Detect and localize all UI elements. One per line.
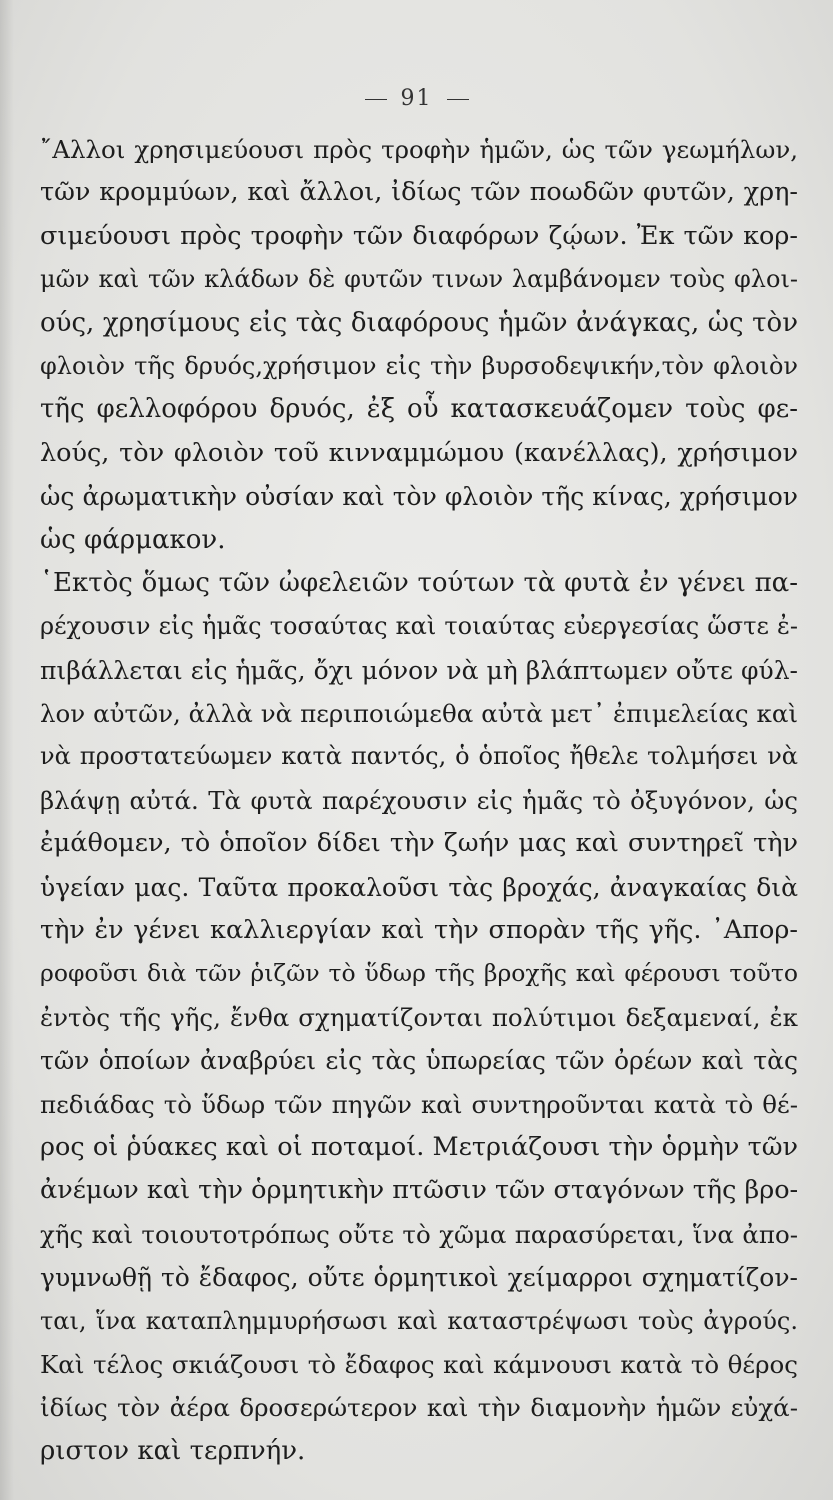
page-edge-shadow — [0, 0, 14, 1500]
text-line: νὰ προστατεύωμεν κατὰ παντός, ὁ ὁποῖος ἤθελε τολμήσει νὰ — [40, 742, 798, 771]
text-line: ἐμάθομεν, τὸ ὁποῖον δίδει τὴν ζωήν μας καὶ συντηρεῖ τὴν — [40, 828, 798, 859]
text-line: ῎Αλλοι χρησιμεύουσι πρὸς τροφὴν ἡμῶν, ὡς τῶν γεωμήλων, — [40, 135, 798, 164]
text-line: τῆς φελλοφόρου δρυός, ἐξ οὗ κατασκευάζομεν τοὺς φε- — [40, 394, 798, 425]
paragraph-end-line: ὡς φάρμακον. — [40, 524, 226, 555]
text-line: βλάψῃ αὐτά. Τὰ φυτὰ παρέχουσιν εἰς ἡμᾶς τὸ ὀξυγόνον, ὡς — [40, 785, 798, 815]
text-line: τὴν ἐν γένει καλλιεργίαν καὶ τὴν σπορὰν τῆς γῆς. ᾿Απορ- — [40, 915, 798, 946]
body-text — [40, 128, 798, 1473]
page-number — [0, 86, 833, 111]
text-line: λον αὐτῶν, ἀλλὰ νὰ περιποιώμεθα αὐτὰ μετ᾿ ἐπιμελείας καὶ — [40, 699, 798, 729]
text-line: πεδιάδας τὸ ὕδωρ τῶν πηγῶν καὶ συντηροῦνται κατὰ τὸ θέ- — [40, 1089, 798, 1119]
text-line: ροφοῦσι διὰ τῶν ῥιζῶν τὸ ὕδωρ τῆς βροχῆς καὶ φέρουσι τοῦτο — [40, 959, 798, 988]
text-line: πιβάλλεται εἰς ἡμᾶς, ὄχι μόνον νὰ μὴ βλάπτωμεν οὔτε φύλ- — [40, 655, 798, 685]
text-line: φλοιὸν τῆς δρυός,χρήσιμον εἰς τὴν βυρσοδεψικήν,τὸν φλοιὸν — [40, 351, 798, 380]
text-line: ρέχουσιν εἰς ἡμᾶς τοσαύτας καὶ τοιαύτας εὐεργεσίας ὥστε ἐ- — [40, 612, 798, 641]
page-number-value: 91 — [400, 86, 433, 111]
text-line: Καὶ τέλος σκιάζουσι τὸ ἔδαφος καὶ κάμνουσι κατὰ τὸ θέρος — [40, 1349, 798, 1379]
page-number-right-dash — [447, 99, 469, 100]
text-line: ὡς ἀρωματικὴν οὐσίαν καὶ τὸν φλοιὸν τῆς κίνας, χρήσιμον — [40, 482, 798, 512]
text-line: τῶν ὁποίων ἀναβρύει εἰς τὰς ὑπωρείας τῶν ὀρέων καὶ τὰς — [40, 1046, 798, 1076]
text-line: ῾Εκτὸς ὅμως τῶν ὠφελειῶν τούτων τὰ φυτὰ ἐν γένει πα- — [40, 567, 798, 598]
text-line: γυμνωθῇ τὸ ἔδαφος, οὔτε ὁρμητικοὶ χείμαρροι σχηματίζον- — [40, 1263, 798, 1293]
text-line: ται, ἵνα καταπλημμυρήσωσι καὶ καταστρέψωσι τοὺς ἀγρούς. — [40, 1306, 798, 1335]
text-line: ἰδίως τὸν ἀέρα δροσερώτερον καὶ τὴν διαμονὴν ἡμῶν εὐχά- — [40, 1393, 798, 1423]
text-line: λούς, τὸν φλοιὸν τοῦ κινναμμώμου (κανέλλας), χρήσιμον — [40, 437, 798, 468]
text-line: χῆς καὶ τοιουτοτρόπως οὔτε τὸ χῶμα παρασύρεται, ἵνα ἀπο- — [40, 1219, 798, 1249]
text-line: σιμεύουσι πρὸς τροφὴν τῶν διαφόρων ζῴων. Ἐκ τῶν κορ- — [40, 220, 798, 251]
paragraph-end-line: ριστον καὶ τερπνήν. — [40, 1435, 306, 1466]
text-line: τῶν κρομμύων, καὶ ἄλλοι, ἰδίως τῶν ποωδῶν φυτῶν, χρη- — [40, 177, 798, 208]
text-line: ὑγείαν μας. Ταῦτα προκαλοῦσι τὰς βροχάς, ἀναγκαίας διὰ — [40, 872, 798, 902]
text-line: ἀνέμων καὶ τὴν ὁρμητικὴν πτῶσιν τῶν σταγόνων τῆς βρο- — [40, 1175, 798, 1206]
page-number-left-dash — [365, 99, 387, 100]
text-line: ούς, χρησίμους εἰς τὰς διαφόρους ἡμῶν ἀνάγκας, ὡς τὸν — [40, 307, 798, 338]
text-line: ἐντὸς τῆς γῆς, ἔνθα σχηματίζονται πολύτιμοι δεξαμεναί, ἐκ — [40, 1002, 798, 1032]
text-line: μῶν καὶ τῶν κλάδων δὲ φυτῶν τινων λαμβάνομεν τοὺς φλοι- — [40, 265, 798, 294]
text-line: ρος οἱ ῥύακες καὶ οἱ ποταμοί. Μετριάζουσι τὴν ὁρμὴν τῶν — [40, 1131, 798, 1162]
